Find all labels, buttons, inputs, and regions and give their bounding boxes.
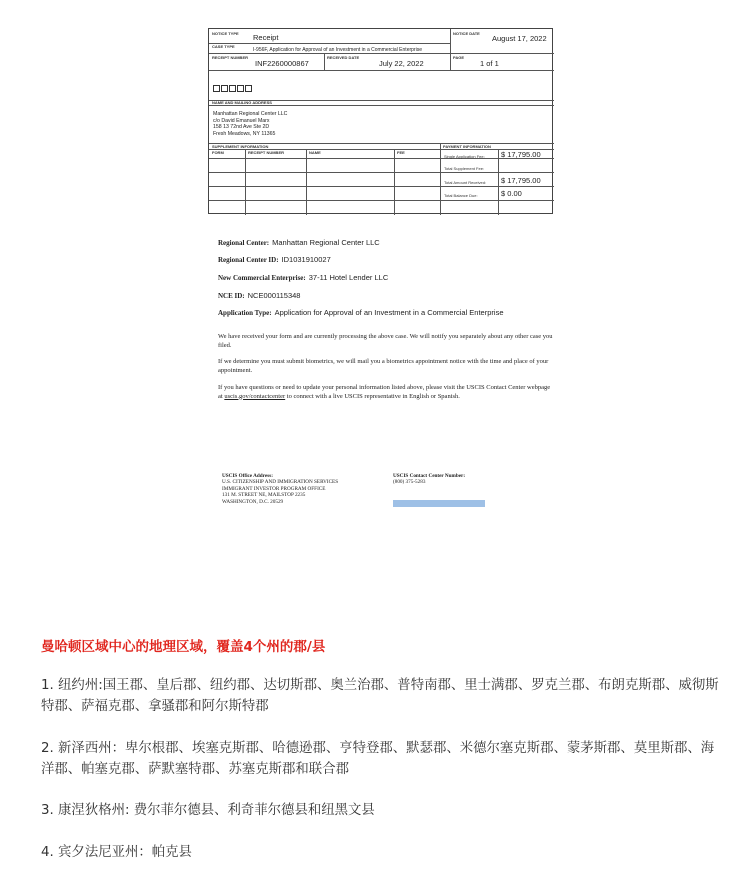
supp-col-name: NAME bbox=[309, 150, 321, 155]
notice-date-label: NOTICE DATE bbox=[453, 31, 480, 36]
paragraph-text: If you have questions or need to update your personal information listed above, please visit the USCIS Contact Center webpage at bbox=[218, 384, 551, 400]
regional-center-id-line bbox=[218, 255, 331, 264]
notice-date-value: August 17, 2022 bbox=[492, 34, 547, 43]
notice-type-value: Receipt bbox=[253, 33, 279, 42]
field-value: Manhattan Regional Center LLC bbox=[272, 238, 380, 247]
region-item-new-jersey: 2. 新泽西州：卑尔根郡、埃塞克斯郡、哈德逊郡、亨特登郡、默瑟郡、米德尔塞克斯郡、蒙茅斯郡、莫里斯郡、海洋郡、帕塞克郡、萨默塞特郡、苏塞克斯郡和联合郡 bbox=[41, 741, 715, 777]
received-date-value: July 22, 2022 bbox=[379, 59, 424, 68]
contact-label: USCIS Contact Center Number: bbox=[393, 473, 466, 479]
regional-center-line bbox=[218, 238, 380, 247]
application-type-line bbox=[218, 308, 504, 317]
field-value: Application for Approval of an Investment in a Commercial Enterprise bbox=[274, 308, 504, 317]
payment-row-value: $ 17,795.00 bbox=[501, 150, 541, 159]
highlight-bar bbox=[393, 500, 485, 507]
receipt-number-value: INF2260000867 bbox=[255, 59, 309, 68]
payment-row-label: Total Balance Due: bbox=[444, 193, 478, 198]
region-item-new-york: 1. 纽约州:国王郡、皇后郡、纽约郡、达切斯郡、奥兰治郡、普特南郡、里士满郡、罗克兰郡、布朗克斯郡、威彻斯特郡、萨福克郡、拿骚郡和阿尔斯特郡 bbox=[41, 678, 719, 714]
office-line: IMMIGRANT INVESTOR PROGRAM OFFICE bbox=[222, 485, 326, 492]
address-label: NAME AND MAILING ADDRESS bbox=[212, 100, 272, 105]
office-line: 131 M. STREET NE, MAILSTOP 2235 bbox=[222, 492, 306, 499]
nce-line bbox=[218, 273, 388, 282]
payment-row-label: Total Supplement Fee: bbox=[444, 166, 485, 171]
supp-col-receipt: RECEIPT NUMBER bbox=[248, 150, 285, 155]
field-label: Regional Center ID: bbox=[218, 256, 279, 264]
contact-number: (800) 375-5283 bbox=[393, 479, 426, 486]
supp-col-form: FORM bbox=[212, 150, 224, 155]
paragraph-questions bbox=[218, 384, 553, 401]
receipt-notice-scan bbox=[208, 28, 558, 518]
supplement-label: SUPPLEMENT INFORMATION bbox=[212, 144, 269, 149]
address-line: Manhattan Regional Center LLC bbox=[213, 111, 288, 117]
page-value: 1 of 1 bbox=[480, 59, 499, 68]
notice-body bbox=[208, 28, 558, 518]
paragraph-text: to connect with a live USCIS representative in English or Spanish. bbox=[285, 392, 460, 400]
uscis-office-address bbox=[222, 473, 338, 505]
region-item-pennsylvania: 4. 宾夕法尼亚州：帕克县 bbox=[41, 845, 192, 860]
received-date-label: RECEIVED DATE bbox=[327, 55, 360, 60]
field-value: ID1031910027 bbox=[281, 255, 331, 264]
supp-col-fee: FEE bbox=[397, 150, 405, 155]
case-type-label: CASE TYPE bbox=[212, 44, 235, 49]
payment-row-value: $ 17,795.00 bbox=[501, 176, 541, 185]
region-item-connecticut: 3. 康涅狄格州: 费尔菲尔德县、利奇菲尔德县和纽黑文县 bbox=[41, 803, 375, 818]
field-label: Application Type: bbox=[218, 309, 272, 317]
address-line: c/o David Emanuel Marx bbox=[213, 117, 270, 124]
case-type-value: I-956F, Application for Approval of an Investment in a Commercial Enterprise bbox=[253, 47, 422, 53]
field-label: New Commercial Enterprise: bbox=[218, 274, 306, 282]
payment-label: PAYMENT INFORMATION bbox=[443, 144, 491, 149]
receipt-number-label: RECEIPT NUMBER bbox=[212, 55, 249, 60]
address-line: 158 13 72nd Ave Ste 2D bbox=[213, 124, 270, 131]
notice-type-label: NOTICE TYPE bbox=[212, 31, 239, 36]
field-label: NCE ID: bbox=[218, 292, 245, 300]
office-line: WASHINGTON, D.C. 20529 bbox=[222, 498, 284, 505]
paragraph-biometrics: If we determine you must submit biometrics, we will mail you a biometrics appointment notice with the time and place of your appointment. bbox=[218, 358, 549, 374]
uscis-contact-center bbox=[393, 473, 465, 486]
payment-row-value: $ 0.00 bbox=[501, 189, 522, 198]
field-value: NCE000115348 bbox=[247, 291, 301, 300]
field-value: 37-11 Hotel Lender LLC bbox=[308, 273, 389, 282]
payment-row-label: Single Application Fee: bbox=[444, 154, 485, 159]
page-label: PAGE bbox=[453, 55, 465, 60]
address-line: Fresh Meadows, NY 11365 bbox=[213, 130, 276, 137]
office-line: U.S. CITIZENSHIP AND IMMIGRATION SERVICES bbox=[222, 479, 339, 486]
nce-id-line bbox=[218, 291, 300, 300]
contact-center-link[interactable]: uscis.gov/contactcenter bbox=[224, 392, 286, 400]
region-heading: 曼哈顿区域中心的地理区域，覆盖4个州的郡/县 bbox=[41, 639, 326, 655]
office-address-label: USCIS Office Address: bbox=[222, 473, 273, 479]
payment-row-label: Total Amount Received: bbox=[444, 180, 487, 185]
paragraph-received: We have received your form and are currently processing the above case. We will notify you separately about any other case you filed. bbox=[218, 333, 553, 349]
field-label: Regional Center: bbox=[218, 239, 270, 247]
